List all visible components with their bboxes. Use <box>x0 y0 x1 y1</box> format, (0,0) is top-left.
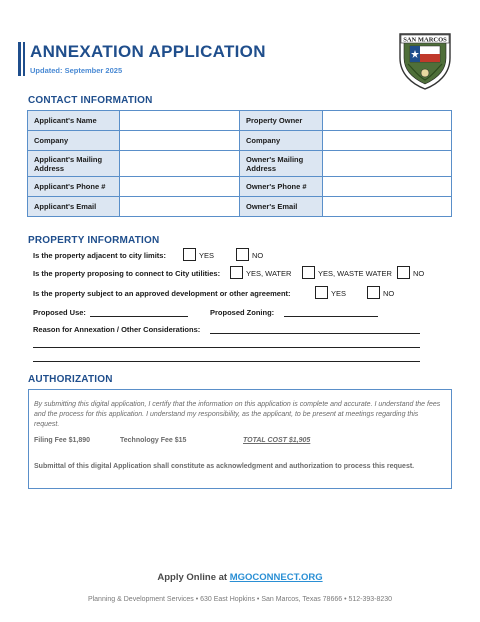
authorization-section-heading: AUTHORIZATION <box>28 374 113 385</box>
applicant-phone-field[interactable] <box>120 177 240 197</box>
certification-text: By submitting this digital application, I certify that the information on this application is complete and accurate. I understand the fees and the process for this application. I understand my responsibility, as the applicant, to be present at meetings regarding this request. <box>34 401 441 428</box>
property-section-heading: PROPERTY INFORMATION <box>28 235 160 246</box>
apply-online <box>0 572 480 583</box>
table-row <box>28 177 452 197</box>
adjacent-yes-label: YES <box>199 251 215 260</box>
utilities-wastewater-checkbox[interactable] <box>302 266 315 279</box>
title-accent-bar-thin <box>23 42 25 76</box>
proposed-zoning-label: Proposed Zoning: <box>210 308 275 317</box>
city-seal-logo <box>396 28 454 90</box>
filing-fee: Filing Fee $1,890 <box>34 437 91 444</box>
agreement-yes-checkbox[interactable] <box>315 286 328 299</box>
applicant-name-label: Applicant's Name <box>28 111 120 131</box>
reason-label: Reason for Annexation / Other Considerations: <box>33 325 201 334</box>
proposed-zoning-field[interactable] <box>284 316 378 317</box>
authorization-box <box>28 389 452 489</box>
contact-table <box>27 110 452 217</box>
adjacent-no-label: NO <box>252 251 264 260</box>
adjacent-question: Is the property adjacent to city limits: <box>33 251 166 260</box>
title-accent-bar <box>18 42 21 76</box>
agreement-no-checkbox[interactable] <box>367 286 380 299</box>
technology-fee: Technology Fee $15 <box>120 437 187 444</box>
table-row <box>28 111 452 131</box>
utilities-wastewater-label: YES, WASTE WATER <box>318 269 392 278</box>
table-row <box>28 151 452 177</box>
utilities-no-label: NO <box>413 269 425 278</box>
submittal-text: Submittal of this digital Application shall constitute as acknowledgment and authorization to process this request. <box>34 463 415 470</box>
updated-date: Updated: September 2025 <box>30 66 123 75</box>
table-row <box>28 197 452 217</box>
applicant-email-label: Applicant's Email <box>28 197 120 217</box>
applicant-name-field[interactable] <box>120 111 240 131</box>
contact-section-heading: CONTACT INFORMATION <box>28 95 153 106</box>
adjacent-no-checkbox[interactable] <box>236 248 249 261</box>
mgoconnect-link[interactable]: MGOCONNECT.ORG <box>229 572 323 583</box>
svg-text:SAN MARCOS: SAN MARCOS <box>403 36 447 44</box>
owner-phone-label: Owner's Phone # <box>240 177 323 197</box>
proposed-use-field[interactable] <box>90 316 188 317</box>
utilities-water-label: YES, WATER <box>246 269 292 278</box>
agreement-question: Is the property subject to an approved development or other agreement: <box>33 289 291 298</box>
applicant-email-field[interactable] <box>120 197 240 217</box>
apply-online-prefix: Apply Online at <box>157 572 230 583</box>
reason-field-line-2[interactable] <box>33 347 420 348</box>
utilities-water-checkbox[interactable] <box>230 266 243 279</box>
table-row <box>28 131 452 151</box>
owner-address-field[interactable] <box>323 151 452 177</box>
applicant-phone-label: Applicant's Phone # <box>28 177 120 197</box>
page-title: ANNEXATION APPLICATION <box>30 42 266 61</box>
owner-name-label: Property Owner <box>240 111 323 131</box>
reason-field-line-1[interactable] <box>210 333 420 334</box>
agreement-no-label: NO <box>383 289 395 298</box>
reason-field-line-3[interactable] <box>33 361 420 362</box>
adjacent-yes-checkbox[interactable] <box>183 248 196 261</box>
proposed-use-label: Proposed Use: <box>33 308 86 317</box>
total-cost: TOTAL COST $1,905 <box>243 437 311 444</box>
owner-address-label: Owner's Mailing Address <box>240 151 323 177</box>
applicant-address-field[interactable] <box>120 151 240 177</box>
owner-company-label: Company <box>240 131 323 151</box>
applicant-address-label: Applicant's Mailing Address <box>28 151 120 177</box>
utilities-no-checkbox[interactable] <box>397 266 410 279</box>
owner-name-field[interactable] <box>323 111 452 131</box>
owner-email-label: Owner's Email <box>240 197 323 217</box>
utilities-question: Is the property proposing to connect to City utilities: <box>33 269 221 278</box>
applicant-company-label: Company <box>28 131 120 151</box>
owner-email-field[interactable] <box>323 197 452 217</box>
footer-address: Planning & Development Services • 630 East Hopkins • San Marcos, Texas 78666 • 512-393-8230 <box>87 596 393 603</box>
owner-phone-field[interactable] <box>323 177 452 197</box>
agreement-yes-label: YES <box>331 289 347 298</box>
owner-company-field[interactable] <box>323 131 452 151</box>
applicant-company-field[interactable] <box>120 131 240 151</box>
